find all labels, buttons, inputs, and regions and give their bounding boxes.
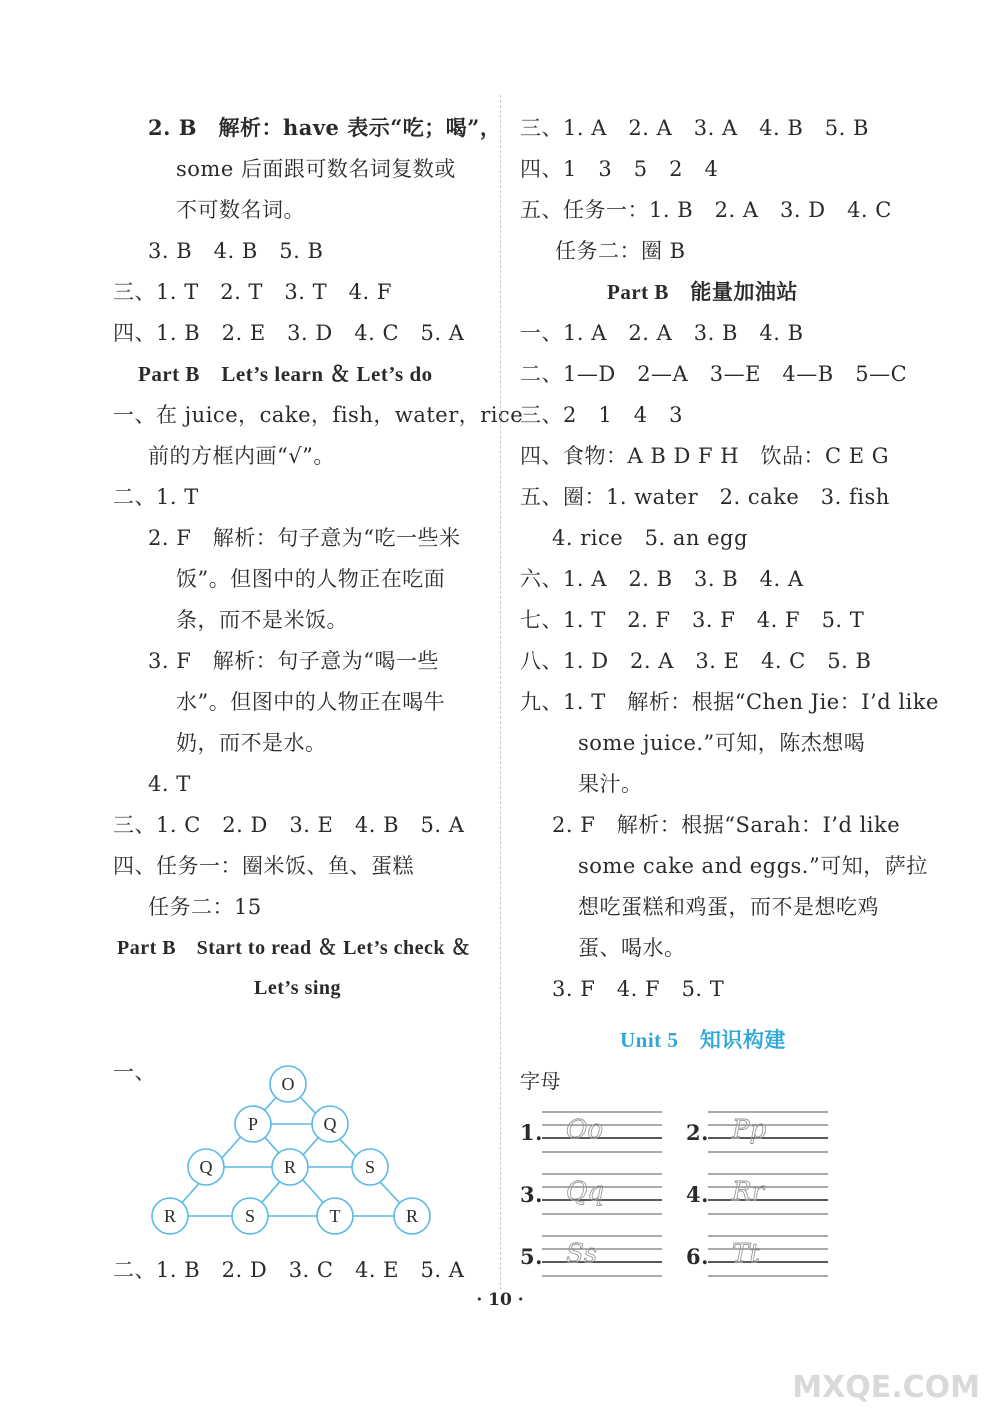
right-line-16: some juice.”可知，陈杰想喝 <box>578 731 866 755</box>
writing-number: 1. <box>520 1120 543 1145</box>
section-heading-start-to-read: Part B Start to read ＆ Let’s check ＆ <box>117 937 472 959</box>
left-line-19: 四、任务一：圈米饭、鱼、蛋糕 <box>113 854 414 878</box>
right-line-20: 想吃蛋糕和鸡蛋，而不是想吃鸡 <box>578 895 879 919</box>
left-line-er: 二、1. B 2. D 3. C 4. E 5. A <box>113 1258 465 1282</box>
right-line-14: 八、1. D 2. A 3. E 4. C 5. B <box>520 649 872 673</box>
right-line-1: 三、1. A 2. A 3. A 4. B 5. B <box>520 116 869 140</box>
writing-grid <box>708 1108 833 1158</box>
left-line-3: 不可数名词。 <box>176 198 305 222</box>
writing-number: 5. <box>520 1244 543 1269</box>
pyramid-letter: R <box>283 1157 297 1177</box>
pyramid-letter: R <box>163 1206 177 1226</box>
right-line-10: 五、圈：1. water 2. cake 3. fish <box>520 485 890 509</box>
left-line-8: 一、在 juice，cake，fish，water，rice <box>113 403 524 427</box>
left-line-16: 奶，而不是水。 <box>176 731 327 755</box>
right-line-8: 三、2 1 4 3 <box>520 403 683 427</box>
writing-grid <box>542 1170 667 1220</box>
writing-number: 3. <box>520 1182 543 1207</box>
left-line-11: 2. F 解析：句子意为“吃一些米 <box>148 526 461 550</box>
right-line-9: 四、食物：A B D F H 饮品：C E G <box>520 444 890 468</box>
left-line-6: 四、1. B 2. E 3. D 4. C 5. A <box>113 321 465 345</box>
left-line-17: 4. T <box>148 772 191 796</box>
left-line-1: 2. B 解析：have 表示“吃；喝”， <box>148 115 502 140</box>
writing-number: 6. <box>686 1244 709 1269</box>
left-line-10: 二、1. T <box>113 485 199 509</box>
right-line-2: 四、1 3 5 2 4 <box>520 157 719 181</box>
section-heading-energy-station: Part B 能量加油站 <box>607 280 798 304</box>
column-divider <box>500 95 501 1290</box>
right-line-13: 七、1. T 2. F 3. F 4. F 5. T <box>520 608 865 632</box>
writing-number: 4. <box>686 1182 709 1207</box>
right-line-6: 一、1. A 2. A 3. B 4. B <box>520 321 804 345</box>
left-line-13: 条，而不是米饭。 <box>176 608 348 632</box>
traced-letters: Qq <box>566 1177 604 1207</box>
pyramid-letter: R <box>405 1206 419 1226</box>
traced-letters: Oo <box>566 1115 603 1145</box>
right-line-11: 4. rice 5. an egg <box>552 526 748 550</box>
left-line-yi: 一、 <box>113 1060 156 1084</box>
left-line-18: 三、1. C 2. D 3. E 4. B 5. A <box>113 813 465 837</box>
traced-letters: Ss <box>566 1239 598 1269</box>
pyramid-letter: S <box>364 1157 376 1177</box>
letter-pyramid-diagram <box>140 1060 440 1245</box>
left-line-12: 饭”。但图中的人物正在吃面 <box>176 567 446 591</box>
pyramid-letter: P <box>247 1114 259 1134</box>
pyramid-letter: T <box>329 1206 341 1226</box>
right-line-4: 任务二：圈 B <box>555 239 686 263</box>
watermark-logo: MXQE.COM <box>792 1370 980 1405</box>
writing-number: 2. <box>686 1120 709 1145</box>
right-line-17: 果汁。 <box>578 772 643 796</box>
section-heading-lets-learn: Part B Let’s learn ＆ Let’s do <box>138 362 433 386</box>
left-line-20: 任务二：15 <box>148 895 262 919</box>
right-line-18: 2. F 解析：根据“Sarah：I’d like <box>552 813 901 837</box>
right-line-19: some cake and eggs.”可知，萨拉 <box>578 854 928 878</box>
page-number: · 10 · <box>476 1290 524 1310</box>
pyramid-letter: Q <box>323 1114 337 1134</box>
traced-letters: Pp <box>732 1115 767 1145</box>
right-line-21: 蛋、喝水。 <box>578 936 686 960</box>
traced-letters: Tt <box>732 1239 760 1269</box>
right-line-12: 六、1. A 2. B 3. B 4. A <box>520 567 804 591</box>
left-line-9: 前的方框内画“√”。 <box>148 444 335 468</box>
left-line-14: 3. F 解析：句子意为“喝一些 <box>148 649 440 673</box>
writing-grid <box>708 1170 833 1220</box>
traced-letters: Rr <box>732 1177 765 1207</box>
section-heading-lets-sing: Let’s sing <box>254 977 342 999</box>
right-line-7: 二、1—D 2—A 3—E 4—B 5—C <box>520 362 908 386</box>
left-line-15: 水”。但图中的人物正在喝牛 <box>176 690 446 714</box>
right-line-15: 九、1. T 解析：根据“Chen Jie：I’d like <box>520 690 939 714</box>
pyramid-letter: S <box>244 1206 256 1226</box>
pyramid-letter: O <box>281 1074 295 1094</box>
right-line-3: 五、任务一：1. B 2. A 3. D 4. C <box>520 198 892 222</box>
pyramid-letter: Q <box>199 1157 213 1177</box>
left-line-4: 3. B 4. B 5. B <box>148 239 324 263</box>
right-line-22: 3. F 4. F 5. T <box>552 977 725 1001</box>
writing-grid <box>542 1232 667 1282</box>
left-line-5: 三、1. T 2. T 3. T 4. F <box>113 280 392 304</box>
unit5-heading: Unit 5 知识构建 <box>620 1028 786 1052</box>
letters-section-title: 字母 <box>520 1069 561 1093</box>
writing-grid <box>542 1108 667 1158</box>
left-line-2: some 后面跟可数名词复数或 <box>176 157 456 181</box>
writing-grid <box>708 1232 833 1282</box>
